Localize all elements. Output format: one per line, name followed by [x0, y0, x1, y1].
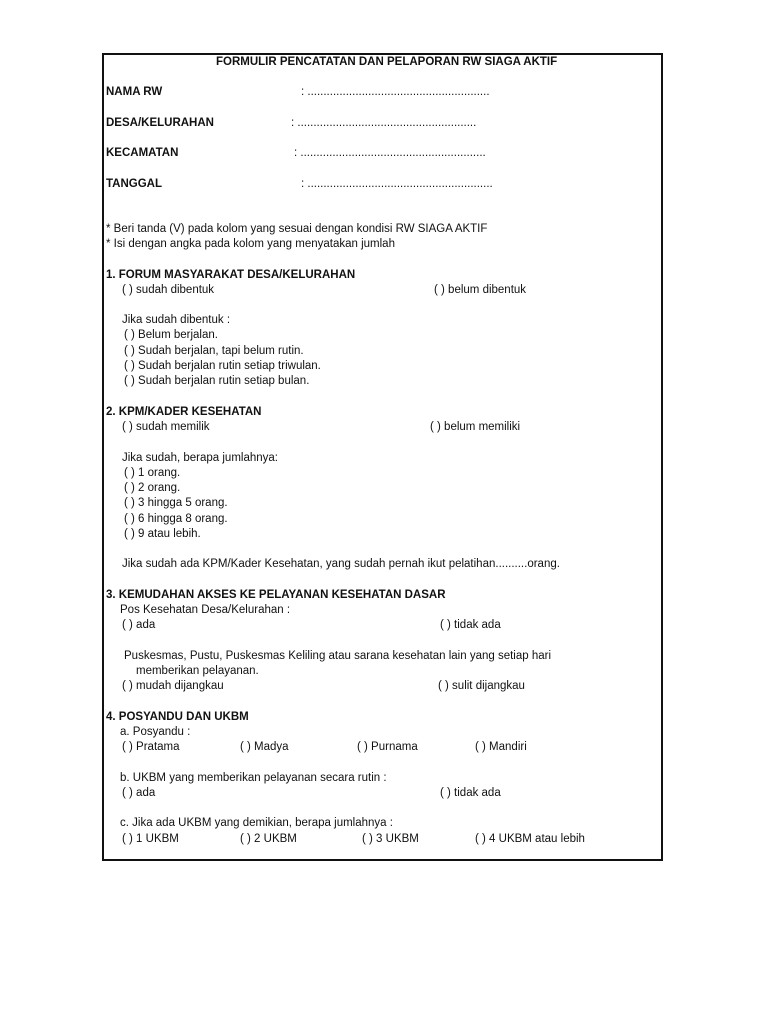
- s2-option-belum-memiliki[interactable]: ( ) belum memiliki: [430, 421, 521, 433]
- s1-subheading: Jika sudah dibentuk :: [122, 314, 231, 326]
- s2-subheading: Jika sudah, berapa jumlahnya:: [122, 452, 278, 464]
- section-3-heading: 3. KEMUDAHAN AKSES KE PELAYANAN KESEHATAN DASAR: [106, 589, 446, 601]
- s4-posyandu-option-pratama[interactable]: ( ) Pratama: [122, 741, 180, 753]
- s2-item[interactable]: ( ) 6 hingga 8 orang.: [124, 513, 228, 525]
- s1-option-sudah-dibentuk[interactable]: ( ) sudah dibentuk: [122, 284, 215, 296]
- s4-ukbm-label: b. UKBM yang memberikan pelayanan secara rutin :: [120, 772, 387, 784]
- field-value-nama-rw[interactable]: : .........................................................: [301, 86, 490, 98]
- section-1-heading: 1. FORUM MASYARAKAT DESA/KELURAHAN: [106, 269, 356, 281]
- s4-posyandu-option-mandiri[interactable]: ( ) Mandiri: [475, 741, 527, 753]
- field-value-tanggal[interactable]: : ..........................................................: [301, 178, 493, 190]
- s2-item[interactable]: ( ) 3 hingga 5 orang.: [124, 497, 228, 509]
- s1-item[interactable]: ( ) Sudah berjalan rutin setiap bulan.: [124, 375, 310, 387]
- s4-ukbm-option-tidak-ada[interactable]: ( ) tidak ada: [440, 787, 501, 799]
- s3-text-line-2: memberikan pelayanan.: [136, 665, 259, 677]
- s4-ukbm-count-label: c. Jika ada UKBM yang demikian, berapa jumlahnya :: [120, 817, 393, 829]
- s2-item[interactable]: ( ) 2 orang.: [124, 482, 181, 494]
- field-value-desa[interactable]: : ........................................................: [291, 117, 477, 129]
- s4-posyandu-option-madya[interactable]: ( ) Madya: [240, 741, 289, 753]
- s3-subheading: Pos Kesehatan Desa/Kelurahan :: [120, 604, 291, 616]
- s3-option-tidak-ada[interactable]: ( ) tidak ada: [440, 619, 501, 631]
- field-label-tanggal: TANGGAL: [106, 178, 163, 190]
- s4-ukbm-count-option-3[interactable]: ( ) 3 UKBM: [362, 833, 419, 845]
- s4-ukbm-option-ada[interactable]: ( ) ada: [122, 787, 156, 799]
- s4-ukbm-count-option-2[interactable]: ( ) 2 UKBM: [240, 833, 297, 845]
- s1-item[interactable]: ( ) Sudah berjalan, tapi belum rutin.: [124, 345, 304, 357]
- instruction-2: * Isi dengan angka pada kolom yang menyatakan jumlah: [106, 238, 395, 250]
- s1-item[interactable]: ( ) Sudah berjalan rutin setiap triwulan.: [124, 360, 321, 372]
- s1-option-belum-dibentuk[interactable]: ( ) belum dibentuk: [434, 284, 527, 296]
- s3-option-mudah[interactable]: ( ) mudah dijangkau: [122, 680, 224, 692]
- instruction-1: * Beri tanda (V) pada kolom yang sesuai dengan kondisi RW SIAGA AKTIF: [106, 223, 488, 235]
- field-label-desa: DESA/KELURAHAN: [106, 117, 214, 129]
- s4-posyandu-option-purnama[interactable]: ( ) Purnama: [357, 741, 418, 753]
- s2-item[interactable]: ( ) 1 orang.: [124, 467, 181, 479]
- field-label-nama-rw: NAMA RW: [106, 86, 163, 98]
- s4-posyandu-label: a. Posyandu :: [120, 726, 191, 738]
- s4-ukbm-count-option-4[interactable]: ( ) 4 UKBM atau lebih: [475, 833, 585, 845]
- field-value-kecamatan[interactable]: : ..........................................................: [294, 147, 486, 159]
- section-4-heading: 4. POSYANDU DAN UKBM: [106, 711, 249, 723]
- s3-option-ada[interactable]: ( ) ada: [122, 619, 156, 631]
- s2-item[interactable]: ( ) 9 atau lebih.: [124, 528, 201, 540]
- s2-training-note: Jika sudah ada KPM/Kader Kesehatan, yang sudah pernah ikut pelatihan..........orang.: [122, 558, 560, 570]
- s3-option-sulit[interactable]: ( ) sulit dijangkau: [438, 680, 525, 692]
- s3-text-line-1: Puskesmas, Pustu, Puskesmas Keliling atau sarana kesehatan lain yang setiap hari: [124, 650, 552, 662]
- section-2-heading: 2. KPM/KADER KESEHATAN: [106, 406, 262, 418]
- s2-option-sudah-memilik[interactable]: ( ) sudah memilik: [122, 421, 210, 433]
- s4-ukbm-count-option-1[interactable]: ( ) 1 UKBM: [122, 833, 179, 845]
- form-title: FORMULIR PENCATATAN DAN PELAPORAN RW SIAGA AKTIF: [216, 56, 558, 68]
- s1-item[interactable]: ( ) Belum berjalan.: [124, 329, 218, 341]
- field-label-kecamatan: KECAMATAN: [106, 147, 179, 159]
